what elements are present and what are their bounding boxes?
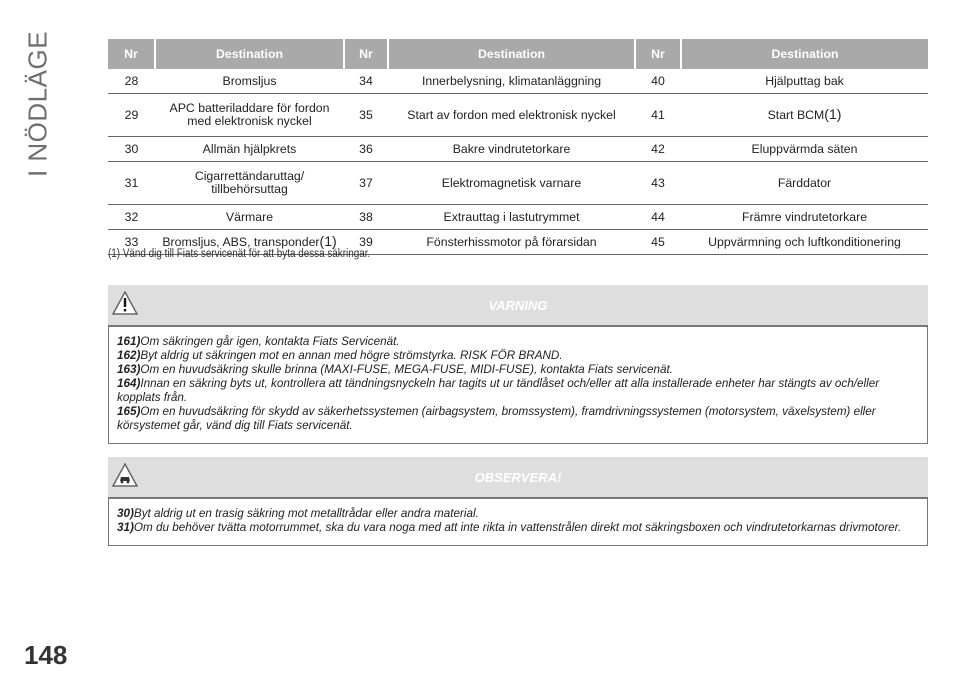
note-text: Byt aldrig ut en trasig säkring mot metalltrådar eller andra material. (133, 507, 479, 520)
table-cell: Bakre vindrutetorkare (388, 137, 635, 162)
table-cell: 29 (108, 94, 155, 137)
note-header (108, 457, 928, 497)
note-ref: 31) (117, 521, 134, 534)
cell-text: Bromsljus, ABS, transponder (162, 235, 320, 249)
table-cell: Färddator (681, 162, 928, 205)
warning-item (117, 377, 919, 405)
warning-text: Innan en säkring byts ut, kontrollera att tändningsnyckeln har tagits ut ur tändlåset och/eller att alla installerade enheter har stängts av och/eller kopplats från. (117, 377, 880, 404)
footnote-mark: (1) (319, 233, 337, 249)
table-cell: 30 (108, 137, 155, 162)
warning-text: Om en huvudsäkring för skydd av säkerhetssystemen (airbagsystem, bromssystem), framdrivningssystemen (motorsystem, växelsystem) eller körsystemet går, vänd dig till Fiats servicenät. (117, 405, 876, 432)
warning-text: Om säkringen går igen, kontakta Fiats Servicenät. (140, 335, 400, 348)
table-cell: 34 (344, 69, 388, 94)
table-cell: Elektromagnetisk varnare (388, 162, 635, 205)
table-cell: Fönsterhissmotor på förarsidan (388, 230, 635, 255)
table-cell: 28 (108, 69, 155, 94)
warning-title: VARNING (488, 297, 548, 313)
car-triangle-icon (112, 463, 138, 487)
table-cell: Cigarrettändaruttag/ tillbehörsuttag (155, 162, 344, 205)
note-item (117, 507, 919, 521)
warning-ref: 165) (117, 405, 141, 418)
warning-item (117, 405, 919, 433)
col-header-destination-3: Destination (681, 39, 928, 69)
warning-triangle-icon (112, 291, 138, 315)
table-cell: Extrauttag i lastutrymmet (388, 205, 635, 230)
note-item (117, 521, 919, 535)
table-cell: Värmare (155, 205, 344, 230)
table-row (108, 137, 928, 162)
table-row (108, 162, 928, 205)
table-cell: 44 (635, 205, 681, 230)
table-cell: 43 (635, 162, 681, 205)
table-footnote: (1) Vänd dig till Fiats servicenät för att byta dessa säkringar. (108, 248, 371, 260)
table-cell: APC batteriladdare för fordon med elektronisk nyckel (155, 94, 344, 137)
chapter-title-text: I NÖDLÄGE (22, 30, 53, 178)
note-box (108, 457, 928, 546)
warning-item (117, 363, 919, 377)
table-cell: Innerbelysning, klimatanläggning (388, 69, 635, 94)
table-cell: Eluppvärmda säten (681, 137, 928, 162)
page-number: 148 (24, 640, 68, 670)
note-ref: 30) (117, 507, 134, 520)
warning-box (108, 285, 928, 444)
chapter-title (18, 14, 58, 194)
table-cell: 41 (635, 94, 681, 137)
warning-text: Om en huvudsäkring skulle brinna (MAXI-FUSE, MEGA-FUSE, MIDI-FUSE), kontakta Fiats servicenät. (140, 363, 673, 376)
note-title: OBSERVERA! (474, 469, 562, 485)
warning-item (117, 349, 919, 363)
table-cell: 40 (635, 69, 681, 94)
table-cell: 42 (635, 137, 681, 162)
table-cell (681, 94, 928, 137)
cell-text: Start BCM (767, 108, 825, 122)
table-cell: 35 (344, 94, 388, 137)
col-header-nr-1: Nr (108, 39, 155, 69)
table-cell: 38 (344, 205, 388, 230)
table-row (108, 69, 928, 94)
table-cell: 45 (635, 230, 681, 255)
warning-ref: 163) (117, 363, 141, 376)
warning-body (108, 325, 928, 444)
warning-text: Byt aldrig ut säkringen mot en annan med högre strömstyrka. RISK FÖR BRAND. (140, 349, 563, 362)
col-header-destination-1: Destination (155, 39, 344, 69)
note-body (108, 497, 928, 546)
col-header-nr-3: Nr (635, 39, 681, 69)
table-cell: Start av fordon med elektronisk nyckel (388, 94, 635, 137)
col-header-destination-2: Destination (388, 39, 635, 69)
table-cell: 32 (108, 205, 155, 230)
table-cell: Bromsljus (155, 69, 344, 94)
col-header-nr-2: Nr (344, 39, 388, 69)
note-text: Om du behöver tvätta motorrummet, ska du vara noga med att inte rikta in vattenstrålen direkt mot säkringsboxen och vindrutetorkarnas drivmotorer. (133, 521, 902, 534)
fuse-table (108, 39, 928, 255)
table-row (108, 94, 928, 137)
table-cell: 39 (344, 230, 388, 255)
table-cell: Främre vindrutetorkare (681, 205, 928, 230)
table-cell: Uppvärmning och luftkonditionering (681, 230, 928, 255)
table-cell: 37 (344, 162, 388, 205)
warning-ref: 161) (117, 335, 141, 348)
table-header-row (108, 39, 928, 69)
table-cell: 36 (344, 137, 388, 162)
warning-header (108, 285, 928, 325)
table-cell: Allmän hjälpkrets (155, 137, 344, 162)
table-cell: 33 (108, 230, 155, 255)
warning-item (117, 335, 919, 349)
table-row (108, 205, 928, 230)
footnote-mark: (1) (824, 106, 842, 122)
table-cell: Hjälputtag bak (681, 69, 928, 94)
table-cell: 31 (108, 162, 155, 205)
warning-ref: 164) (117, 377, 141, 390)
warning-ref: 162) (117, 349, 141, 362)
